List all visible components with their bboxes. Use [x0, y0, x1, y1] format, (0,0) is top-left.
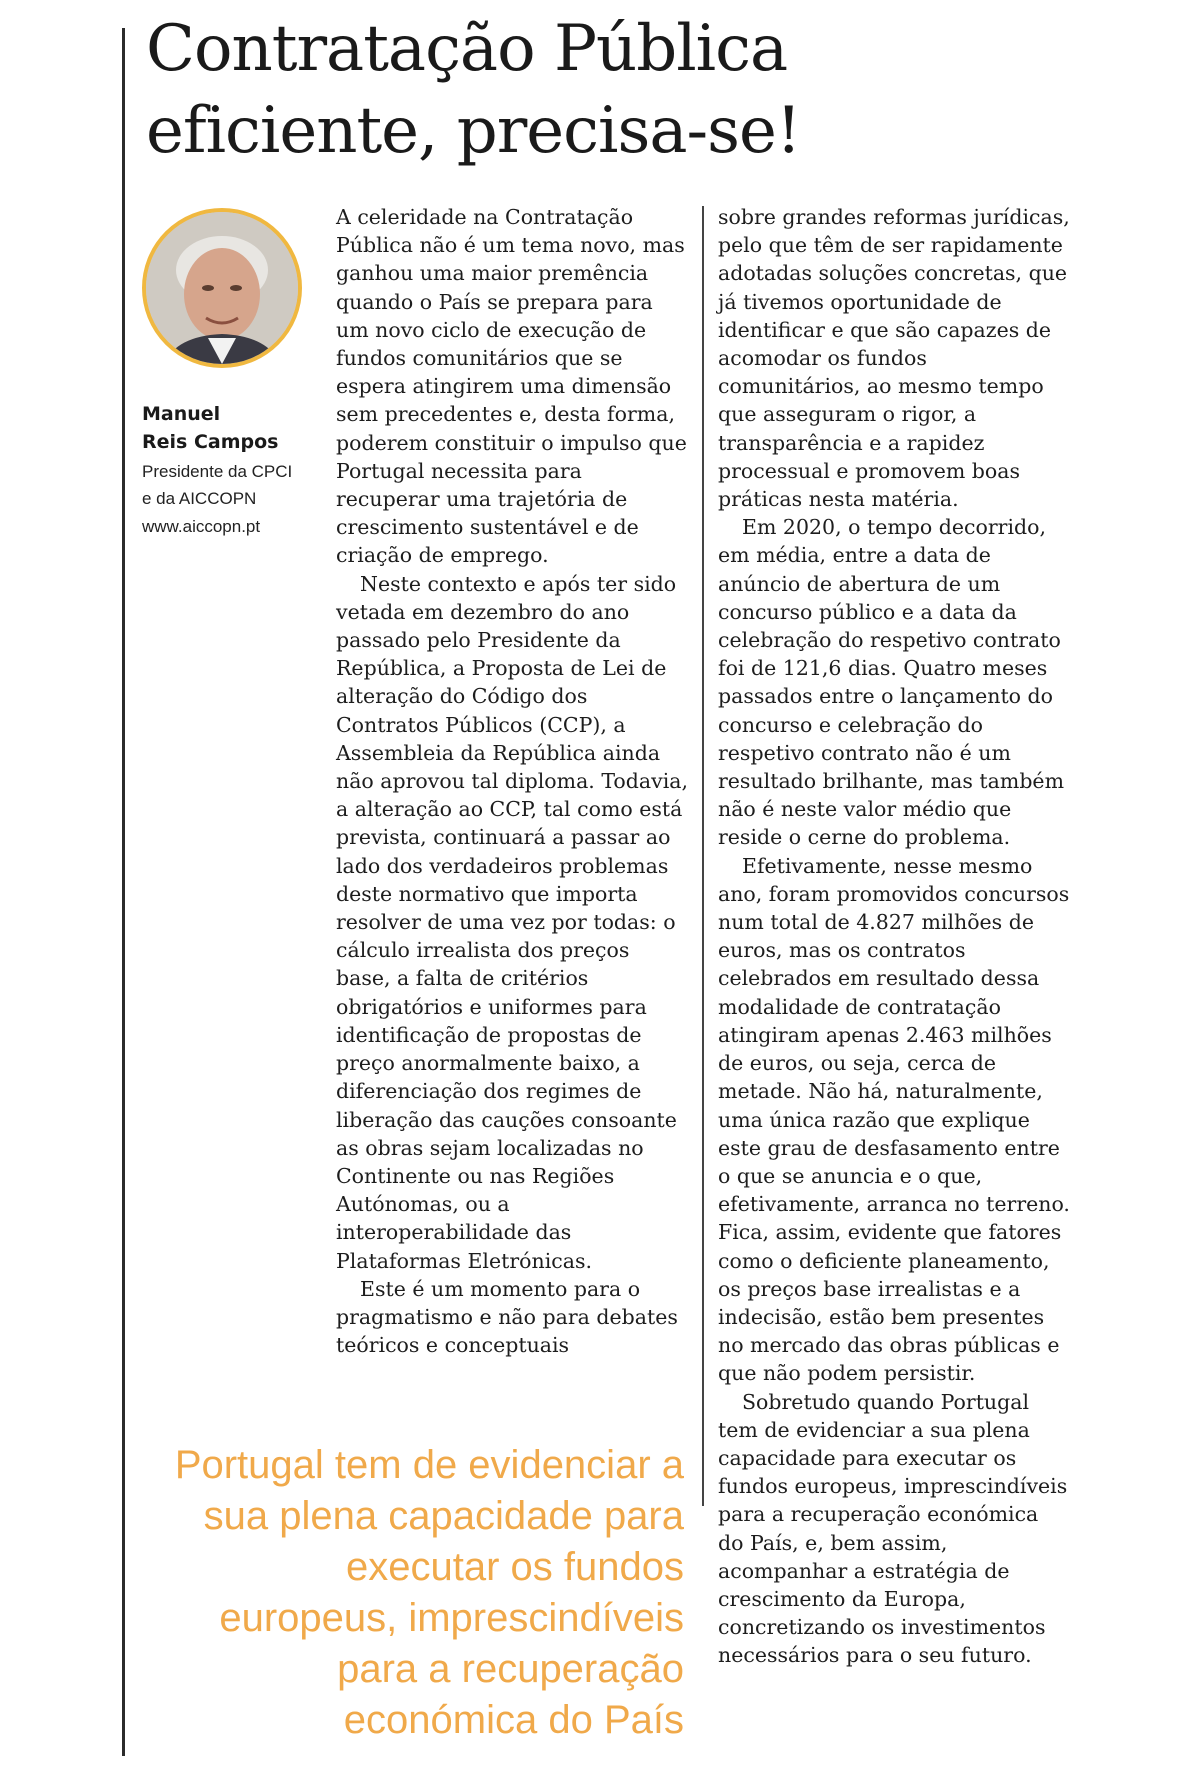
pull-quote: Portugal tem de evidenciar a sua plena capacidade para executar os fundos europeus, imprescindíveis para a recuperação económica do País — [174, 1443, 684, 1742]
author-portrait — [142, 208, 302, 368]
column-divider — [702, 206, 704, 1506]
article-column-right — [718, 203, 1070, 1670]
author-role-line-2: e da AICCOPN — [142, 489, 257, 508]
paragraph: sobre grandes reformas jurídicas, pelo que têm de ser rapidamente adotadas soluções concretas, que já tivemos oportunidade de identificar e que são capazes de acomodar os fundos comunitários, ao mesmo tempo que asseguram o rigor, a transparência e a rapidez processual e promovem boas práticas nesta matéria. — [718, 205, 1070, 512]
headline — [146, 8, 1146, 172]
paragraph: Este é um momento para o pragmatismo e não para debates teóricos e conceptuais — [336, 1276, 678, 1358]
paragraph: Sobretudo quando Portugal tem de evidenciar a sua plena capacidade para executar os fundos europeus, imprescindíveis para a recuperação económica do País, e, bem assim, acompanhar a estratégia de crescimento da Europa, concretizando os investimentos necessários para o seu futuro. — [718, 1389, 1068, 1668]
headline-line-1: Contratação Pública — [146, 12, 788, 86]
author-role — [142, 458, 312, 512]
paragraph: Em 2020, o tempo decorrido, em média, entre a data de anúncio de abertura de um concurso público e a data da celebração do respetivo contrato foi de 121,6 dias. Quatro meses passados entre o lançamento do concurso e celebração do respetivo contrato não é um resultado brilhante, mas também não é neste valor médio que reside o cerne do problema. — [718, 515, 1065, 850]
author-first-name: Manuel — [142, 403, 221, 425]
author-role-line-1: Presidente da CPCI — [142, 462, 293, 481]
article-column-left — [336, 203, 688, 1359]
paragraph: A celeridade na Contratação Pública não é um tema novo, mas ganhou uma maior premência quando o País se prepara para um novo ciclo de execução de fundos comunitários que se espera atingirem uma dimensão sem precedentes e, desta forma, poderem constituir o impulso que Portugal necessita para recuperar uma trajetória de crescimento sustentável e de criação de emprego. — [336, 205, 687, 568]
headline-line-2: eficiente, precisa-se! — [146, 94, 801, 168]
author-name — [142, 400, 292, 456]
author-portrait-illustration — [146, 212, 298, 364]
left-margin-rule — [122, 28, 125, 1756]
author-website-link[interactable]: www.aiccopn.pt — [142, 517, 261, 536]
paragraph: Efetivamente, nesse mesmo ano, foram promovidos concursos num total de 4.827 milhões de euros, mas os contratos celebrados em resultado dessa modalidade de contratação atingiram apenas 2.463 milhões de euros, ou seja, cerca de metade. Não há, naturalmente, uma única razão que explique este grau de desfasamento entre o que se anuncia e o que, efetivamente, arranca no terreno. Fica, assim, evidente que fatores como o deficiente planeamento, os preços base irrealistas e a indecisão, estão bem presentes no mercado das obras públicas e que não podem persistir. — [718, 853, 1070, 1386]
paragraph: Neste contexto e após ter sido vetada em dezembro do ano passado pelo Presidente da República, a Proposta de Lei de alteração do Código dos Contratos Públicos (CCP), a Assembleia da República ainda não aprovou tal diploma. Todavia, a alteração ao CCP, tal como está prevista, continuará a passar ao lado dos verdadeiros problemas deste normativo que importa resolver de uma vez por todas: o cálculo irrealista dos preços base, a falta de critérios obrigatórios e uniformes para identificação de propostas de preço anormalmente baixo, a diferenciação dos regimes de liberação das cauções consoante as obras sejam localizadas no Continente ou nas Regiões Autónomas, ou a interoperabilidade das Plataformas Eletrónicas. — [336, 571, 688, 1273]
author-last-name: Reis Campos — [142, 431, 279, 453]
